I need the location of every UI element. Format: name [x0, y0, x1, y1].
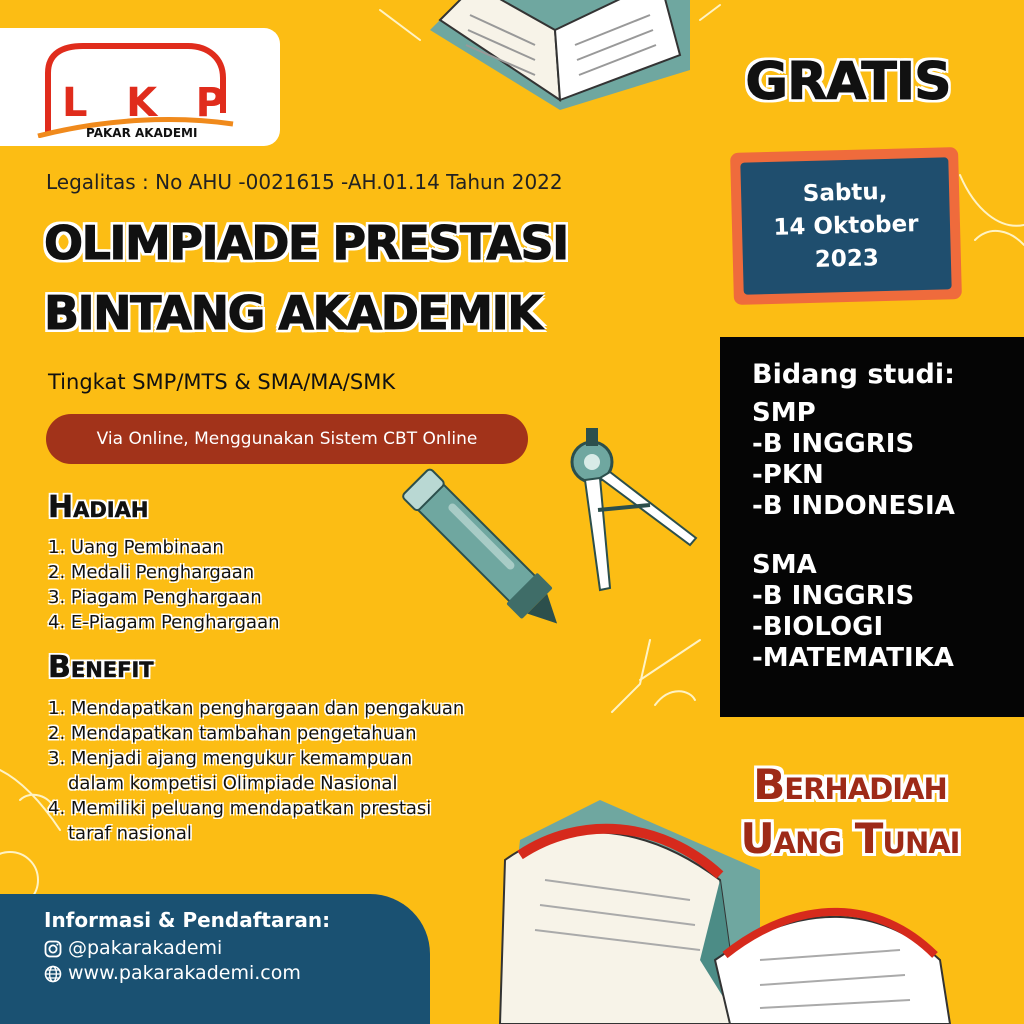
via-online-badge: Via Online, Menggunakan Sistem CBT Online — [46, 414, 528, 464]
bidang-studi-panel — [720, 337, 1024, 717]
instagram-row[interactable] — [44, 936, 430, 961]
subject-item: -B INGGRIS — [752, 429, 915, 459]
open-book-icon — [430, 0, 690, 110]
subject-item: -B INGGRIS — [752, 581, 915, 611]
event-year: 2023 — [814, 244, 880, 273]
event-day: Sabtu, — [802, 178, 888, 207]
instagram-handle[interactable]: @pakarakademi — [68, 937, 223, 959]
prize-heading — [700, 758, 1000, 866]
prize-line: Berhadiah — [753, 760, 947, 809]
subject-item: -MATEMATIKA — [752, 643, 954, 673]
list-item: 2. Medali Penghargaan — [48, 562, 255, 583]
list-item: 4. Memiliki peluang mendapatkan prestasi — [48, 798, 432, 819]
info-title: Informasi & Pendaftaran: — [44, 908, 331, 932]
list-item: 4. E-Piagam Penghargaan — [48, 612, 280, 633]
list-item: 3. Menjadi ajang mengukur kemampuan — [48, 748, 413, 769]
gratis-heading: GRATIS — [745, 52, 951, 112]
list-item: 1. Mendapatkan penghargaan dan pengakuan — [48, 698, 465, 719]
level-text: Tingkat SMP/MTS & SMA/MA/SMK — [48, 370, 396, 394]
title-line: BINTANG AKADEMIK — [44, 286, 542, 340]
subject-item: SMP — [752, 398, 816, 428]
logo-subtitle: PAKAR AKADEMI — [86, 126, 198, 140]
list-item: dalam kompetisi Olimpiade Nasional — [68, 773, 398, 794]
website-link[interactable]: www.pakarakademi.com — [68, 962, 301, 984]
crayon-icon — [400, 467, 573, 640]
legalitas-text: Legalitas : No AHU -0021615 -AH.01.14 Tahun 2022 — [46, 170, 563, 194]
sma-subjects — [752, 550, 1024, 674]
hadiah-list — [48, 535, 280, 635]
subject-item: -PKN — [752, 460, 824, 490]
prize-line: Uang Tunai — [740, 814, 960, 863]
instagram-icon — [44, 940, 62, 958]
benefit-list — [48, 696, 464, 846]
compass-icon — [572, 428, 696, 590]
event-date: 14 Oktober — [773, 210, 919, 241]
list-item: 2. Mendapatkan tambahan pengetahuan — [48, 723, 417, 744]
smp-subjects — [752, 398, 1024, 522]
globe-icon — [44, 965, 62, 983]
logo — [0, 28, 280, 146]
date-board-inner — [740, 157, 951, 294]
website-row[interactable] — [44, 961, 430, 986]
date-board — [730, 147, 962, 305]
subject-item: -BIOLOGI — [752, 612, 884, 642]
bidang-studi-title: Bidang studi: — [752, 359, 955, 390]
info-panel — [0, 894, 430, 1024]
logo-letter: K — [126, 80, 160, 126]
logo-letter: P — [195, 80, 227, 126]
hadiah-heading: Hadiah — [48, 490, 149, 525]
list-item: 3. Piagam Penghargaan — [48, 587, 262, 608]
list-item: taraf nasional — [68, 823, 192, 844]
benefit-heading: Benefit — [48, 650, 154, 685]
subject-item: SMA — [752, 550, 817, 580]
logo-letters — [62, 80, 227, 126]
title-line: OLIMPIADE PRESTASI — [44, 216, 568, 270]
logo-letter: L — [62, 80, 90, 126]
subject-item: -B INDONESIA — [752, 491, 955, 521]
page-title — [44, 208, 568, 348]
list-item: 1. Uang Pembinaan — [48, 537, 224, 558]
